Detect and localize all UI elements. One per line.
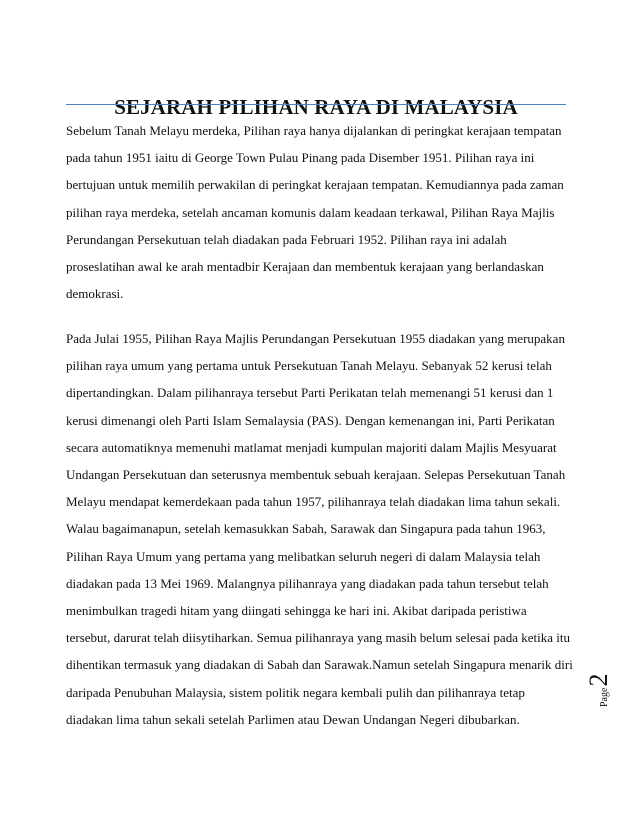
page-number: 2 xyxy=(584,673,613,687)
text-line: pilihan raya merdeka, setelah ancaman komunis dalam keadaan terkawal, Pilihan Raya Majlis xyxy=(66,204,555,220)
document-title: SEJARAH PILIHAN RAYA DI MALAYSIA xyxy=(114,95,518,120)
paragraph-1 xyxy=(66,117,576,307)
text-line: proseslatihan awal ke arah mentadbir Kerajaan dan membentuk kerajaan yang berlandaskan xyxy=(66,259,544,275)
text-line: tersebut, darurat telah diisytiharkan. Semua pilihanraya yang masih belum selesai pada ketika itu xyxy=(66,630,570,646)
text-line: demokrasi. xyxy=(66,286,124,302)
title-underline xyxy=(66,104,566,105)
text-line: menimbulkan tragedi hitam yang diingati sehingga ke hari ini. Akibat daripada peristiwa xyxy=(66,603,527,619)
text-line: pilihan raya umum yang pertama untuk Persekutuan Tanah Melayu. Sebanyak 52 kerusi telah xyxy=(66,358,552,374)
text-line: Walau bagaimanapun, setelah kemasukkan Sabah, Sarawak dan Singapura pada tahun 1963, xyxy=(66,521,546,537)
text-line: diadakan pada 13 Mei 1969. Malangnya pilihanraya yang diadakan pada tahun tersebut telah xyxy=(66,575,549,591)
text-line: Undangan Persekutuan dan seterusnya membentuk sebuah kerajaan. Selepas Persekutuan Tanah xyxy=(66,467,566,483)
text-line: Pada Julai 1955, Pilihan Raya Majlis Perundangan Persekutuan 1955 diadakan yang merupakan xyxy=(66,331,565,346)
text-line: Melayu mendapat kemerdekaan pada tahun 1957, pilihanraya telah diadakan lima tahun sekali. xyxy=(66,494,561,510)
page-number-label xyxy=(584,647,614,707)
text-line: Sebelum Tanah Melayu merdeka, Pilihan raya hanya dijalankan di peringkat kerajaan tempatan xyxy=(66,123,562,138)
text-line: dipertandingkan. Dalam pilihanraya tersebut Parti Perikatan telah memenangi 51 kerusi dan 1 xyxy=(66,385,554,401)
text-line: diadakan lima tahun sekali setelah Parlimen atau Dewan Undangan Negeri dibubarkan. xyxy=(66,711,520,727)
text-line: pada tahun 1951 iaitu di George Town Pulau Pinang pada Disember 1951. Pilihan raya ini xyxy=(66,150,535,166)
paragraph-2 xyxy=(66,325,576,733)
text-line: dihentikan termasuk yang diadakan di Sabah dan Sarawak.Namun setelah Singapura menarik diri xyxy=(66,657,573,673)
text-line: bertujuan untuk memilih perwakilan di peringkat kerajaan tempatan. Kemudiannya pada zaman xyxy=(66,177,564,193)
text-line: Pilihan Raya Umum yang pertama yang melibatkan seluruh negeri di dalam Malaysia telah xyxy=(66,548,541,564)
text-line: daripada Penubuhan Malaysia, sistem politik negara kembali pulih dan pilihanraya tetap xyxy=(66,684,525,700)
text-line: secara automatiknya memenuhi matlamat menjadi kumpulan majoriti dalam Majlis Mesyuarat xyxy=(66,439,557,455)
text-line: kerusi dimenangi oleh Parti Islam Semalaysia (PAS). Dengan kemenangan ini, Parti Perikatan xyxy=(66,412,555,428)
page-word: Page xyxy=(599,687,610,707)
text-line: Perundangan Persekutuan telah diadakan pada Februari 1952. Pilihan raya ini adalah xyxy=(66,231,507,247)
